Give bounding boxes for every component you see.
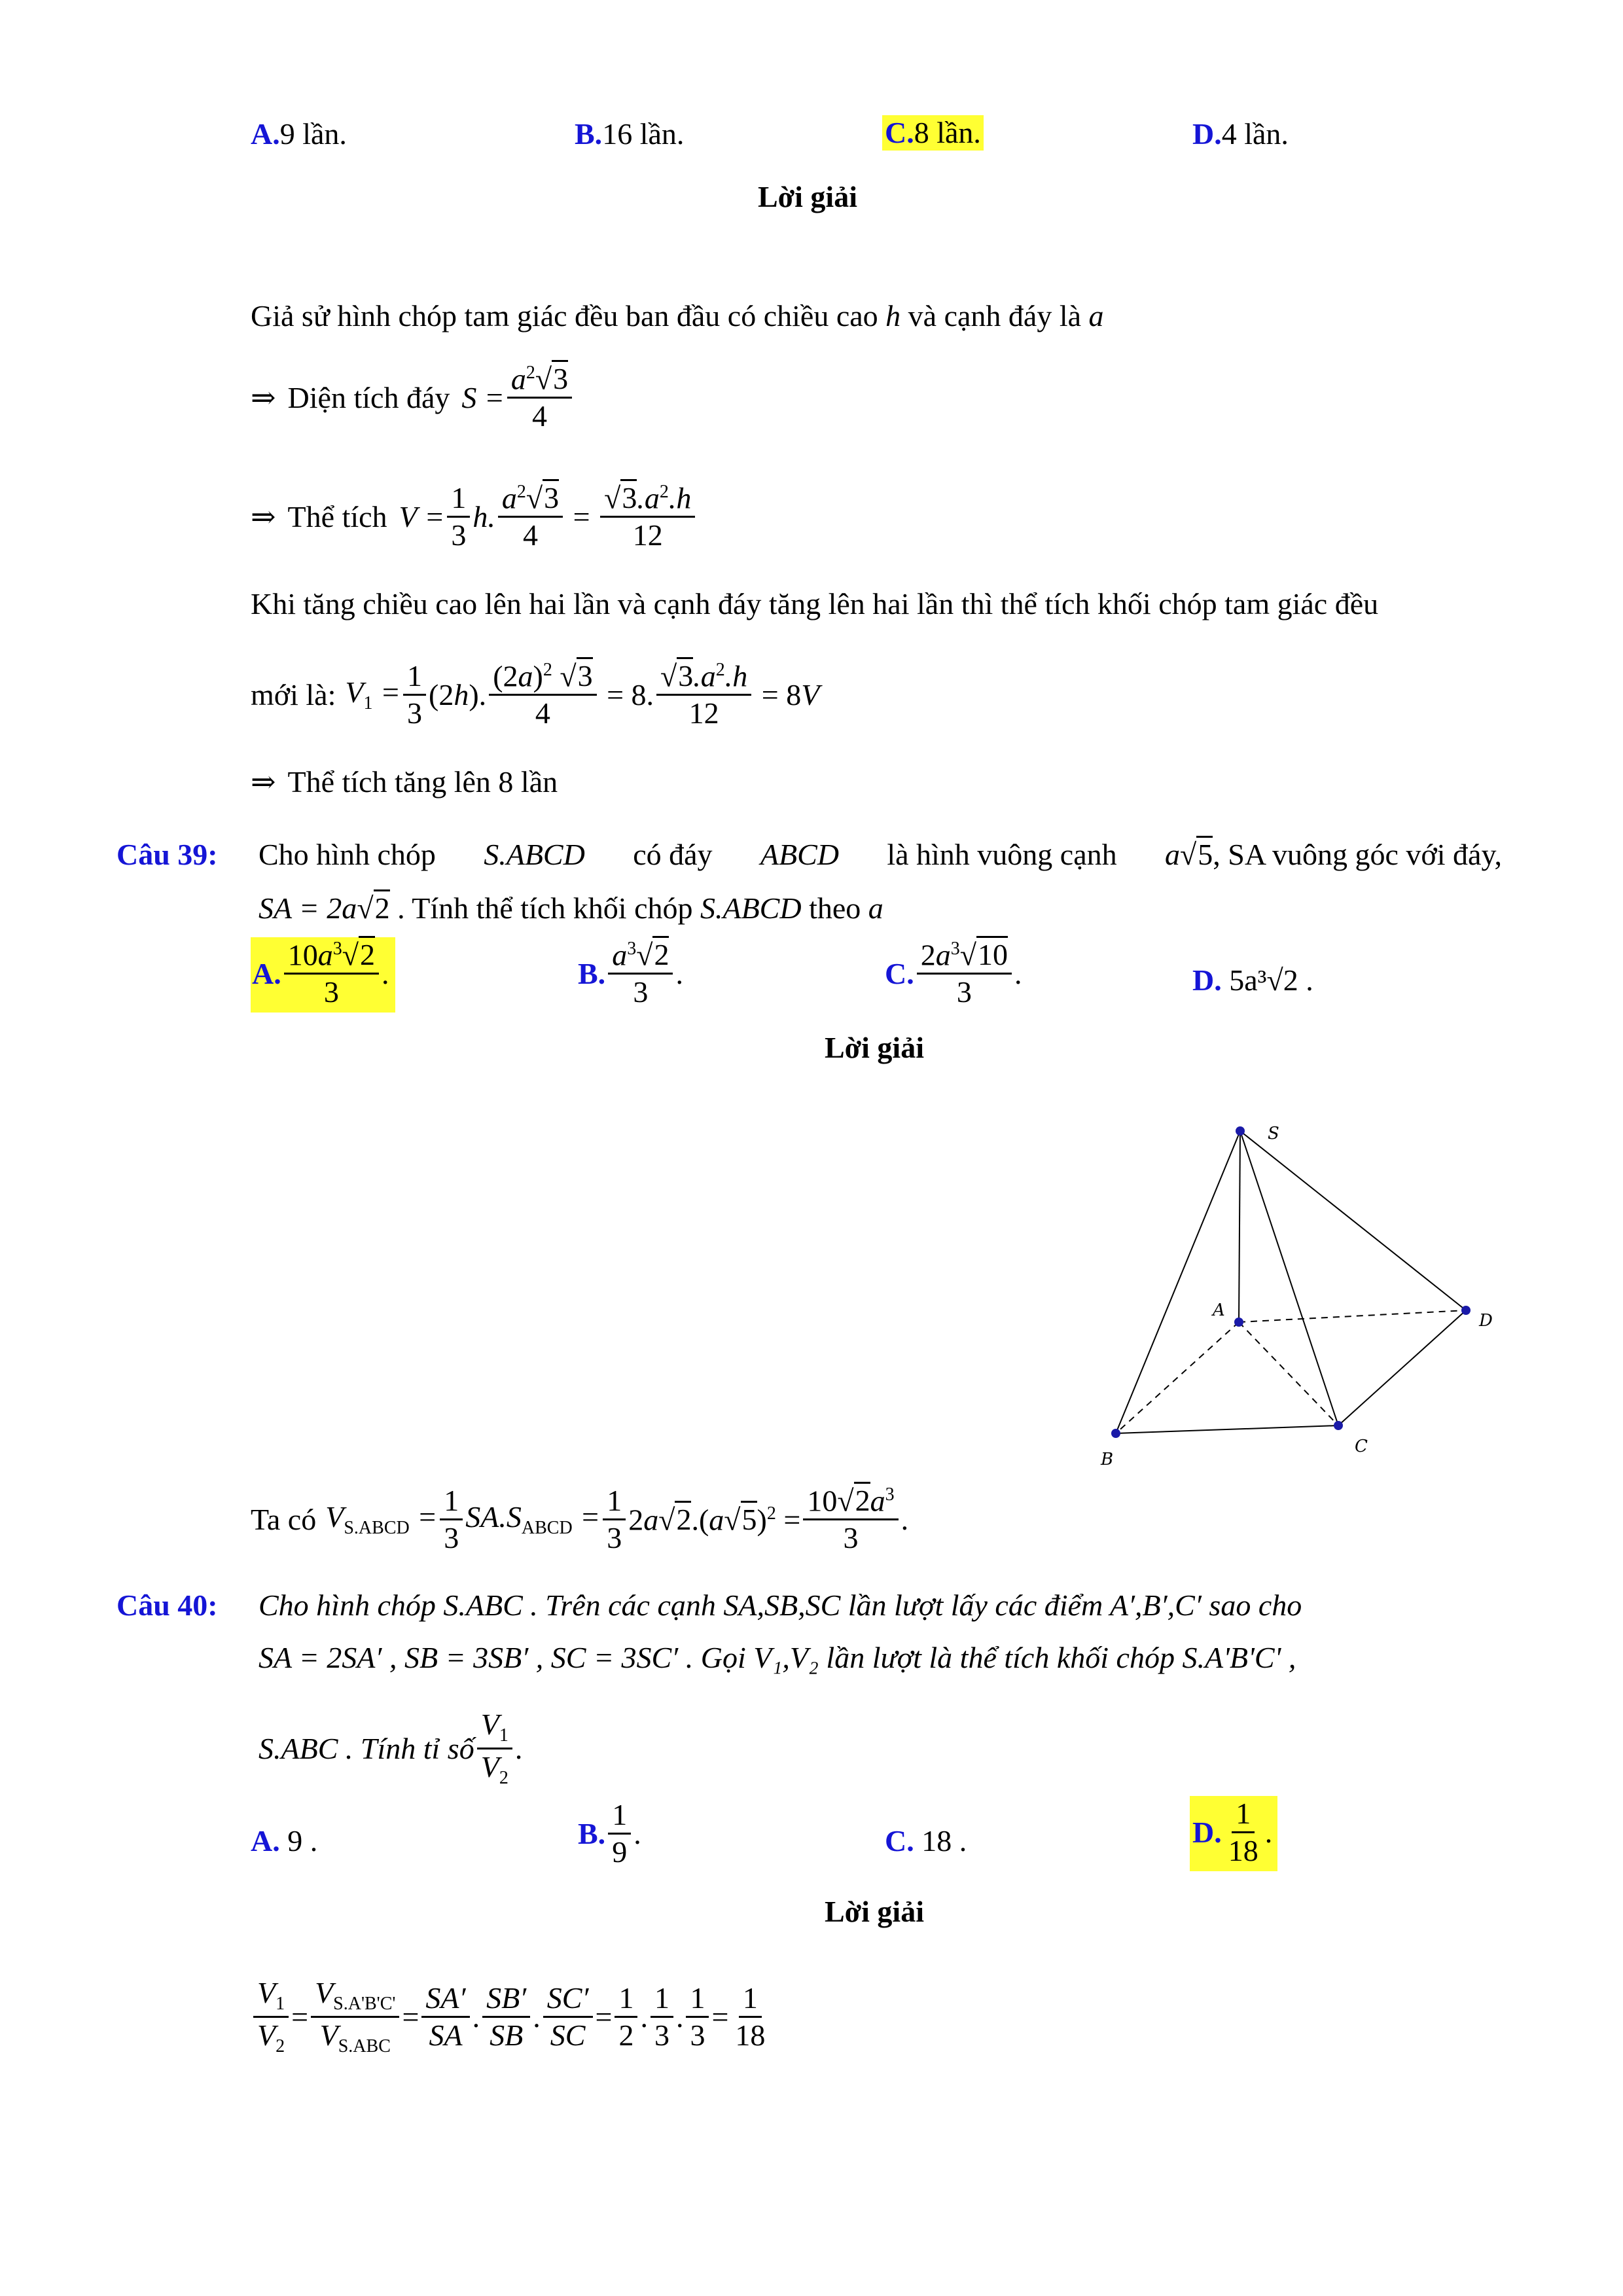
option-c-label: C. — [885, 116, 914, 149]
fraction-one-third: $\frac{1}{3}$ — [403, 661, 426, 728]
edge-sb — [1116, 1131, 1240, 1433]
implies-symbol: ⇒ — [251, 765, 276, 798]
area-label: Diện tích đáy — [287, 380, 450, 414]
q40-option-c-label: C. — [885, 1824, 914, 1857]
diagonal-ac-hidden — [1239, 1322, 1338, 1426]
q40-label: Câu 40: — [116, 1588, 218, 1622]
q39-option-b-label: B. — [578, 956, 606, 990]
var-h: h — [885, 299, 901, 332]
q39-option-a-highlighted: A. $\frac{10a^3√2}{3}$ . — [251, 937, 395, 1013]
sol1-area-line — [251, 364, 575, 431]
q39-text4: , SA vuông góc với đáy, — [1213, 838, 1502, 871]
solution-heading-1: Lời giải — [758, 180, 857, 213]
edge-ad-hidden — [1239, 1310, 1466, 1322]
edge-ab-hidden — [1116, 1322, 1239, 1433]
q40-option-b: B. $\frac{1}{9}$ . — [578, 1798, 641, 1869]
q39-solution-line: Ta có $V_{S.ABCD}$ = $\frac{1}{3}$ $SA.S_{ABCD}$ = $\frac{1}{3}$ $2a√2.(a√5)^2$ = $\frac{10√2a^3}{3}$ . — [251, 1486, 908, 1553]
q39-line2: SA = 2a√2 . Tính thể tích khối chóp S.ABCD theo a — [259, 893, 883, 924]
option-a-label: A. — [251, 117, 280, 151]
option-a — [251, 119, 347, 149]
point-b — [1111, 1429, 1120, 1438]
q39-sabcd: S.ABCD — [484, 838, 585, 871]
q40-line1: Cho hình chóp S.ABC . Trên các cạnh SA,SB,SC lần lượt lấy các điểm A′,B′,C′ sao cho — [259, 1588, 1302, 1622]
q39-option-d-label: D. — [1192, 963, 1222, 997]
q40-line3-text: S.ABC . Tính tỉ số — [259, 1731, 474, 1765]
q39-abcd: ABCD — [760, 838, 839, 871]
point-a — [1234, 1318, 1243, 1327]
q39-option-b-fraction: $\frac{a^3√2}{3}$ — [608, 940, 673, 1007]
q39-line2-c: theo — [809, 891, 861, 925]
q40-option-c-text: 18 . — [921, 1824, 967, 1857]
q39-option-b: B. $\frac{a^3√2}{3}$ . — [578, 940, 683, 1007]
q40-solution-line: $\frac{V_1}{V_2}$ = $\frac{V_{S.A'B'C'}}{V_{S.ABC}}$ = $\frac{SA'}{SA}$ . $\frac{SB'}{SB}$ . $\frac{SC'}{SC}$ = $\frac{1}{2}$ . $\frac{1}{3}$ . $\frac{1}{3}$ = $\frac{1}{18}$ — [251, 1978, 772, 2056]
q39-option-d — [1192, 965, 1313, 996]
sol1-line1-mid: và cạnh đáy là — [908, 299, 1082, 332]
sol1-line1-text: Giả sử hình chóp tam giác đều ban đầu có chiều cao — [251, 299, 878, 332]
label-d: D — [1479, 1311, 1493, 1331]
sol1-volume-line: ⇒ Thể tích V = $\frac{1}{3}$ h. $\frac{a^2√3}{4}$ = $\frac{√3.a^2.h}{12}$ — [251, 483, 698, 550]
volume-label: Thể tích — [287, 499, 387, 533]
q39-option-c: C. $\frac{2a^3√10}{3}$ . — [885, 940, 1022, 1007]
fraction-one-third: $\frac{1}{3}$ — [447, 483, 470, 550]
option-d-label: D. — [1192, 117, 1222, 151]
q40-ratio-fraction: $\frac{V_1}{V_2}$ — [477, 1710, 512, 1787]
implies-symbol: ⇒ — [251, 380, 276, 414]
option-a-text: 9 lần. — [279, 117, 347, 151]
edge-cd — [1338, 1310, 1466, 1426]
q39-var-a: a — [868, 891, 883, 925]
option-d — [1192, 119, 1289, 149]
q39-text2: có đáy — [633, 838, 713, 871]
label-b: B — [1101, 1450, 1114, 1469]
point-d — [1461, 1306, 1471, 1315]
q39-label: Câu 39: — [116, 838, 218, 871]
sol1-conclusion — [251, 767, 558, 797]
area-fraction: $\frac{a^2√3}{4}$ — [507, 364, 572, 431]
q39-sa: SA = 2a — [259, 891, 357, 925]
conclusion-text: Thể tích tăng lên 8 lần — [287, 765, 558, 798]
option-b-label: B. — [575, 117, 603, 151]
q39-option-a-fraction: $\frac{10a^3√2}{3}$ — [284, 940, 379, 1007]
q40-option-a — [251, 1826, 317, 1856]
solution-heading-2: Lời giải — [825, 1031, 924, 1064]
edge-sa — [1239, 1131, 1240, 1322]
q40-option-d-label: D. — [1192, 1815, 1222, 1849]
q39-option-c-fraction: $\frac{2a^3√10}{3}$ — [917, 940, 1012, 1007]
sol1-line4: Khi tăng chiều cao lên hai lần và cạnh đáy tăng lên hai lần thì thể tích khối chóp tam giác đều — [251, 587, 1379, 620]
label-s: S — [1268, 1124, 1279, 1143]
q39-line1: Cho hình chóp S.ABCD có đáy ABCD là hình vuông cạnh a√5, SA vuông góc với đáy, — [259, 840, 1502, 870]
volume-fraction: $\frac{√3.a^2.h}{12}$ — [600, 483, 695, 550]
q39-text1: Cho hình chóp — [259, 838, 436, 871]
new-volume-label: mới là: — [251, 677, 336, 711]
sol1-new-volume-line: mới là: $V_1$ = $\frac{1}{3}$ (2h). $\frac{(2a)^2 √3}{4}$ = 8. $\frac{√3.a^2.h}{12}$ = 8V — [251, 661, 819, 728]
edge-sc — [1240, 1131, 1338, 1426]
point-s — [1236, 1126, 1245, 1136]
option-d-text: 4 lần. — [1221, 117, 1289, 151]
q40-option-b-label: B. — [578, 1816, 606, 1850]
label-c: C — [1355, 1437, 1368, 1456]
solution-heading-3: Lời giải — [825, 1895, 924, 1928]
new-base-fraction: $\frac{(2a)^2 √3}{4}$ — [489, 661, 596, 728]
q40-option-a-label: A. — [251, 1824, 280, 1857]
q40-option-d-highlighted: D. $\frac{1}{18}$ . — [1190, 1796, 1277, 1871]
q40-option-c — [885, 1826, 967, 1856]
edge-sd — [1240, 1131, 1466, 1310]
option-c-highlighted — [882, 115, 984, 151]
q39-option-c-label: C. — [885, 956, 914, 990]
q39-option-a-label: A. — [252, 956, 281, 990]
option-b-text: 16 lần. — [602, 117, 685, 151]
q39-sabcd-2: S.ABCD — [700, 891, 802, 925]
q39-text3: là hình vuông cạnh — [887, 838, 1117, 871]
var-a: a — [1088, 299, 1104, 332]
volume-expr: V = — [399, 499, 445, 533]
q40-line2: SA = 2SA′ , SB = 3SB′ , SC = 3SC′ . Gọi V₁,V₂ lần lượt là thể tích khối chóp S.A'B'C' , — [259, 1641, 1296, 1674]
option-b — [575, 119, 684, 149]
sol1-line1 — [251, 301, 1104, 331]
point-c — [1334, 1421, 1343, 1430]
area-expr: S = — [461, 380, 505, 414]
base-area-fraction: $\frac{a^2√3}{4}$ — [498, 483, 563, 550]
q39-solution-prefix: Ta có — [251, 1502, 317, 1536]
implies-symbol: ⇒ — [251, 499, 276, 533]
option-c-text: 8 lần. — [914, 116, 981, 149]
q39-line2-text: . Tính thể tích khối chóp — [397, 891, 693, 925]
edge-bc — [1116, 1426, 1338, 1433]
q39-option-d-text: 5a³√2 . — [1229, 963, 1313, 997]
q40-line3: S.ABC . Tính tỉ số $\frac{V_1}{V_2}$ . — [259, 1708, 523, 1789]
q40-option-a-text: 9 . — [287, 1824, 318, 1857]
volume-fraction: $\frac{√3.a^2.h}{12}$ — [656, 661, 751, 728]
label-a: A — [1213, 1300, 1225, 1320]
pyramid-figure — [1073, 1106, 1531, 1479]
